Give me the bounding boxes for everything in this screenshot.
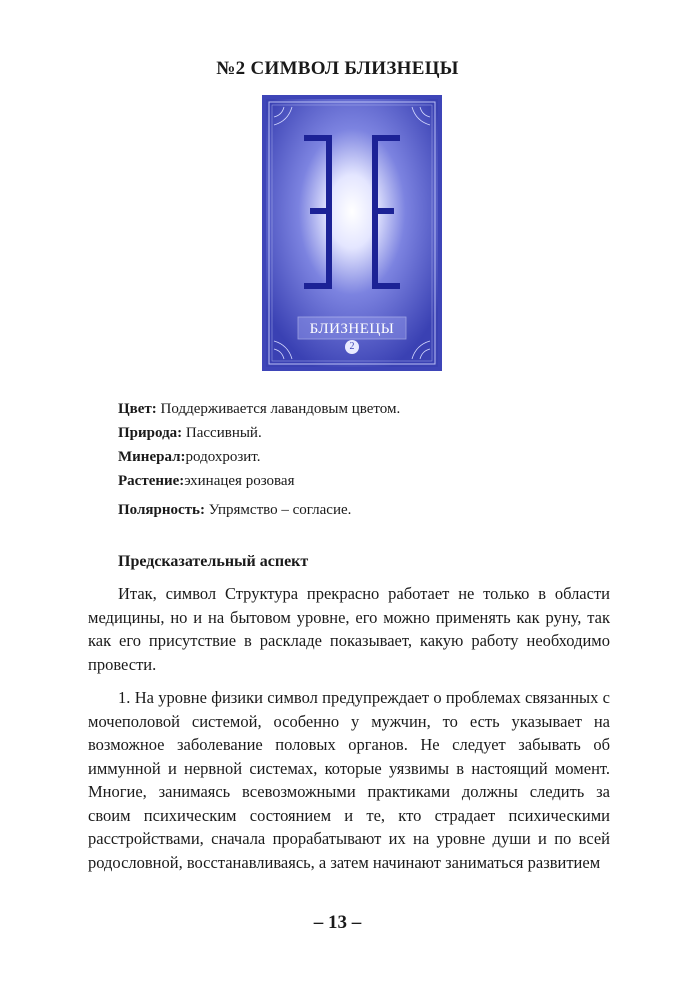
attributes-list [118, 397, 598, 522]
paragraph: Итак, символ Структура прекрасно работает не только в области медицины, но и на бытовом уровне, его можно применять как руну, так как его присутствие в раскладе показывает, какую работу необходимо провести. [88, 584, 610, 674]
card-label: БЛИЗНЕЦЫ [309, 321, 395, 337]
attribute-polarity: Полярность: Упрямство – согласие. [118, 502, 352, 518]
paragraph: 1. На уровне физики символ предупреждает о проблемах связанных с мочеполовой системой, особенно у мужчин, то есть указывает на возможное заболевание половых органов. Не следует забывать об иммунной и нервной системах, которые уязвимы в настоящий момент. Многие, занимаясь всевозможными практиками должны следить за своим психическим состоянием и те, кто страдает психическими расстройствами, сначала прорабатывают их на уровне души и по всей родословной, восстанавливаясь, а затем начинают заниматься развитием [88, 688, 610, 872]
section-heading: Предсказательный аспект [118, 553, 309, 570]
page-title: №2 СИМВОЛ БЛИЗНЕЦЫ [216, 58, 459, 79]
attribute-color: Цвет: Поддерживается лавандовым цветом. [118, 401, 401, 417]
body-text [88, 582, 610, 874]
attribute-nature: Природа: Пассивный. [118, 425, 262, 441]
attribute-plant: Растение:эхинацея розовая [118, 473, 295, 489]
card-number-badge: 2 [345, 340, 359, 354]
page-number: – 13 – [313, 912, 362, 933]
attribute-mineral: Минерал:родохрозит. [118, 449, 261, 465]
symbol-card [262, 95, 442, 371]
